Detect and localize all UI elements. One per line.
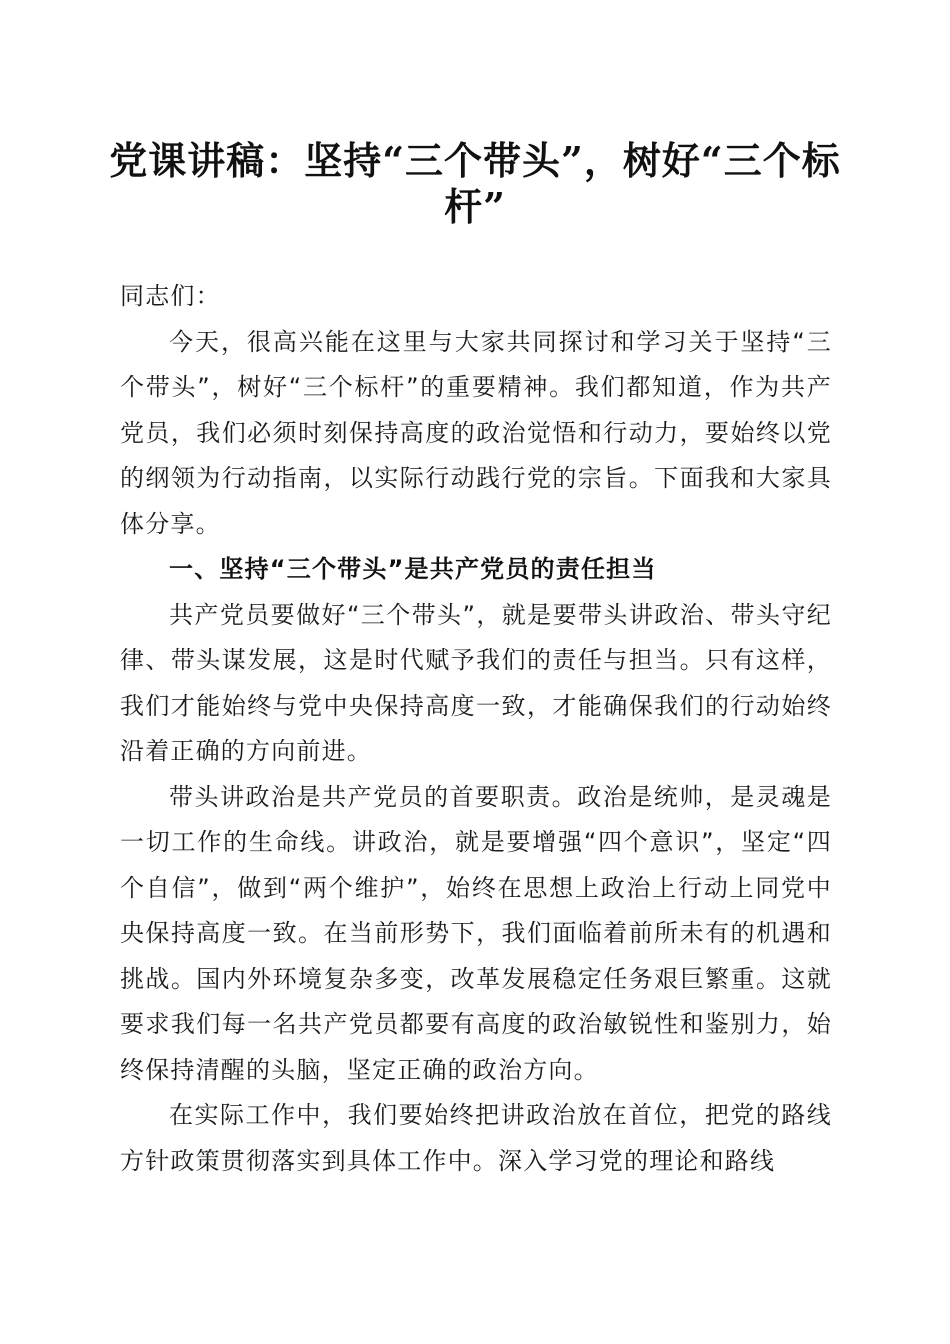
- intro-paragraph: 今天，很高兴能在这里与大家共同探讨和学习关于坚持“三个带头”，树好“三个标杆”的重要精神。我们都知道，作为共产党员，我们必须时刻保持高度的政治觉悟和行动力，要始终以党的纲领为行动指南，以实际行动践行党的宗旨。下面我和大家具体分享。: [120, 327, 832, 538]
- body-paragraph: 共产党员要做好“三个带头”，就是要带头讲政治、带头守纪律、带头谋发展，这是时代赋予我们的责任与担当。只有这样，我们才能始终与党中央保持高度一致，才能确保我们的行动始终沿着正确的方向前进。: [120, 600, 832, 765]
- body-paragraph: 带头讲政治是共产党员的首要职责。政治是统帅，是灵魂是一切工作的生命线。讲政治，就是要增强“四个意识”，坚定“四个自信”，做到“两个维护”，始终在思想上政治上行动上同党中央保持高度一致。在当前形势下，我们面临着前所未有的机遇和挑战。国内外环境复杂多变，改革发展稳定任务艰巨繁重。这就要求我们每一名共产党员都要有高度的政治敏锐性和鉴别力，始终保持清醒的头脑，坚定正确的政治方向。: [120, 782, 832, 1084]
- body-paragraph: 在实际工作中，我们要始终把讲政治放在首位，把党的路线方针政策贯彻落实到具体工作中。深入学习党的理论和路线: [120, 1101, 832, 1175]
- section-heading: 一、坚持“三个带头”是共产党员的责任担当: [169, 555, 657, 583]
- document-body: [120, 274, 832, 1184]
- salutation: 同志们：: [120, 282, 221, 310]
- page-title: 党课讲稿：坚持“三个带头”，树好“三个标杆”: [109, 138, 841, 229]
